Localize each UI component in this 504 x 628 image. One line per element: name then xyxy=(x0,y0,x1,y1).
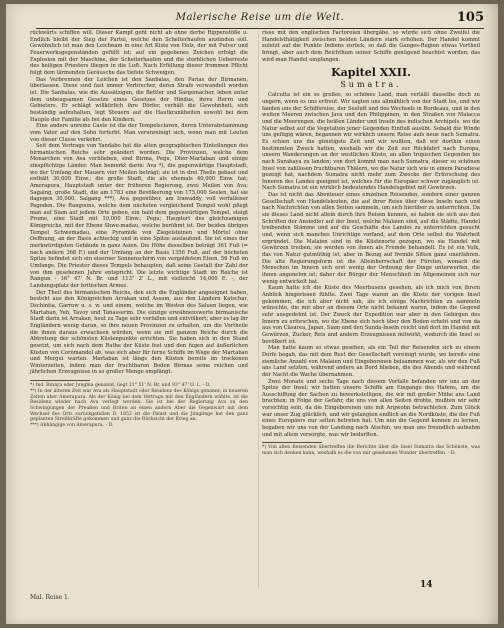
right-footnote-1: *) Von allen Reisenden übertreffen die Berichte über die Insel Sumatra das Schönste, was man sich denken kann, weshalb es die von mir gesehenen Wunder übertreffen. - D. xyxy=(262,445,480,457)
left-paragraph-5: Der Theil des birmanischen Reichs, den sich die Engländer angeeignet haben, besteht aus den Königreichen Arrakan und Assam, aus den Ländern Katschar, Dschintia, Garrow u. s. w. und einem, welche im Westen des Saluen liegen, wie Martaban, Yeh, Tavoy und Tanasserim. Die einzige erwähnenswerte birmanische Stadt darin ist Arrakan, heut zu Tage sehr verfallen und entvölkert; aber es lag ihr Engländern wenig daran, so ihre neuen Provinzen zu erhalten, um die Vortheile die ihnen daraus erwachsen würden, wenn sie mit ganzem Reiche durch die Abtretung der schönsten Küstenpunkte errichten. Sie haben sich in den Stand gesetzt, um sich nach dem Rathe der Küste fest und den fugen auf äußerlichen Küsten von Coromandel ab, was sich aber für ferne Schiffe im Wege der Martaban und Mergui warten. Martaban ist längs den Küsten bereits im trockenen Winterzeiten, indem man der fruchtbaren Boden Birmas seine reichen und jährlichen Erzeugnisse in so großer Menge empfängt. xyxy=(30,289,248,376)
left-footnote-2: **) In der älteren Zeit war Ava als Hauptstadt oder Residenz des Königs genannt; in neueren Zeiten aber Amerapura. Als der König bei dem Vertrage mit den Engländern wählte, ist die Residenz wieder nach Ava verlegt worden. Sie ist bei der Regierung Ava zu den Schwingungen der Preußen und Briten an einen andern Aber die Gegenwart mit dem Wechsel des Orts zurückgefallen D. 1852 ist die Palast und die Jünglinge hat den ganz geplanten Streitkräfte gekommen und ganz die Rücksicht der Krieg an. xyxy=(30,388,248,423)
right-paragraph-3: Kaum hatte ich die Küste des Meerbusens gesehen, als ich mich von ihrem Anblick hingerissen fühlte. Zwei Tage waren an die Küste der vorigen Insel gekommen, die ich aber nicht sah, als ich einige Nachrichten zu sammeln wünschte, die mir aber an diesem Orte nicht bekannt waren, indem die Gegend sehr ausgedehnt ist. Der Zweck der Expedition war aber in den Gebirgen des Innern zu erforschen, wo die Ebene sich hoch über den Boden erhebt und von da aus von Cäsarea, Japan, Siam und den Sunda-Inseln reicht und dort im Handel mit Gewürzen, Zucker, Reis und andern Erzeugnissen mitwirkt, wodurch die Insel so bevölkert ist. xyxy=(262,285,480,345)
right-paragraph-1: Calcutta ist ein so großes, so schönes Land, man verläßt dasselbe doch zu ungern, wenn es uns erfreut. Wir sagten uns allmählich von der Stadt los, und wir fanden uns der Schiffsreise, der Seeluft und des Wechsels in Bordeaux, und in den weiten Meeren zwischen Java und den Philippinen, in den Straßen von Malacca und die Meerengen, die heißen Länder und Inseln des indischen Archipels, wo die Natur selbst auf die Vegetation jener Gegenden Einfluß ausübt. Sobald die Winde uns gefügig wären, begannen wir wirklich unsere Reise aufs neue nach Sumatra. Es schien uns die günstigste Zeit und wir wußten, daß wir dorthin einen bestimmten Zweck hatten, weshalb wir die Zeit zur Rückfahrt nach Europa, unsern Wanderungen an der westlichen Küste, an allen tropischen Gegenden bis nach Surabaya zu landen; von dort kommt man nach Sumatra, dieser so schönen Insel von zahllosen fruchtbaren Thälern, wo die Natur sich wie in einem Paradiese gezeigt hat, nachdem Sumatra nicht mehr zum Zwecke der Erforschung des Inneren des Landes geeignet ist, welches für die Europäer schwer zugänglich ist. Nach Sumatra ist ein wirklich bedeutendes Handelsgebiet mit Gewürzen. xyxy=(262,92,480,192)
chapter-subheading: Sumatra. xyxy=(340,80,402,90)
page-number: 105 xyxy=(456,10,484,25)
left-column xyxy=(30,30,248,429)
left-paragraph-2: Das Verbrennen der Leichen ist den Sanbalas, den Parias der Birmanen, überlassen. Diese sind fast immer Verbrecher, deren Strafe verwandelt worden ist. Die Sanbalas, wie die Aussätzigen, die Bettler und Sargemacher, leben unter dem unbeugsamen Gesetze eines Gesetzes der Hindus, ihres Herrn und Gebieters. Er schlägt willkürlich ihre Dörfer, verhält die Gewohnheit, sich beständig aufzuhalten, legt Steuern auf die Hautkrankheiten sowohl bei dem Haupte der Familie als bei den Kindern. xyxy=(30,76,248,123)
running-title: Malerische Reise um die Welt. xyxy=(175,12,345,23)
left-paragraph-3: Eine andere unreine Caste ist die der Tempelsclaven, deren Unterabstammung vom Vater auf den Sohn forterbt. Man verunreinigt sich, wenn man mit Leuten von dieser Classe verkehrt. xyxy=(30,123,248,143)
right-paragraph-5: Zwei Monate und sechs Tage nach diesem Vorfalle befanden wir uns an der Spitze der Insel; wir hatten unsere Schiffe am Eingange des Hafens, um die Ausschiffung der Sachen zu bewerkstelligen, die wir mit großer Mühe ans Land brachten; in Folge der Gefahr, die uns von allen Seiten drohte, mußten wir sehr vorsichtig sein, da die Eingeborenen uns mit Argwohn betrachteten. Zum Glück war unser Zug glücklich, und wir gelangten endlich an die Nordküste, die der Fuß eines Europäers nur selten betreten hat. Um nun die Gegend kennen zu lernen, begaben wir uns von der Landung nach Atschin, wo man uns freundlich aufnahm und mit allem versorgte, was wir bedurften. xyxy=(262,378,480,438)
right-column xyxy=(262,30,480,457)
right-paragraph-2: Das ist nicht das Abenteuer eines einzelnen Reisenden, sondern einer ganzen Gesellschaft von Handelsleuten, die auf ihrer Reise über diese Inseln nach und nach Nachrichten von allen Seiten sammeln, um sich hierüber zu unterrichten. Da sie dieses Land nicht allein durch ihre Reisen kennen, so haben sie sich aus den Schriften der Ansiedler auf der Insel, welche Malaien sind, auf die Städte, Handel treibenden Stämme und auf die Geschäfte des Landes zu unterrichten gesucht und, wenn sich manches Unrichtige vorfand, auf dem Orte selbst die Wahrheit ergründet. Die Malaien sind in die Küstenorte gezogen, wo sie Handel mit Gewürzen treiben; sie werden von ihnen als Fremde behandelt. Es ist ein Volk, das von Natur gutmüthig ist, aber in Bezug auf fremde Sitten ganz unerfahren. Die alte Regierungsform ist die Alleinherrschaft der Fürsten, wonach die Menschen im Innern sich erst wenig der Ordnung der Dinge unterwerfen, die ihnen angenehm ist; daher der Bürger der Menschheit im Allgemeinen sich nur wenig entwickelt hat. xyxy=(262,192,480,285)
footnote-rule xyxy=(30,380,90,381)
column-gutter xyxy=(258,34,259,589)
right-intro: risse mit den englischen Factoreien übergäbe, so würde sich ohne Zweifel die Handelsthätigkeit zwischen beiden Ländern stark erhöhen. Der Handel kommt zuletzt auf die Punkte Indiens zurück, so daß die Ganges-Region etwas Vortheil bringt, aber auch dem Reichthum seiner Schiffe genügend beachtet worden; das wird man Handel empfangen. xyxy=(262,30,480,63)
running-header xyxy=(36,12,484,29)
chapter-heading: Kapitel XXII. xyxy=(331,66,411,80)
left-footnote-1: *) Ind. Rinaya oder Jungma genannt, liegt 21° 51' N. Br. und 93° 47' O. L. - D. xyxy=(30,383,211,389)
left-footnote-3: ***) Abhängige von Amerapura. - D. xyxy=(30,423,114,429)
left-paragraph-4: Seit dem Vertrage von Yandabo hat die alten geographischen Einteilungen des birmanischen Reichs sehr geändert worden. Die Provinzen, welche dem Monarchen von Ava verblieben, sind Birma, Pegu, Dher-Martaban und einige zinspflichtige Länder. Man bemerkt darin: Ava *), die gegenwärtige Hauptstadt, wo der Umfang der Mauern vier Meilen beträgt; sie ist in drei Theile gebaut und enthält 30,000 Einw.; die große Stadt, die als ehemals 40,000 Einw. hat; Amerapura, Hauptstadt unter der früheren Regierung, zwei Meilen von Ava; Sagaing, große Stadt, die am 1783 eine Bevölkerung von 175,000 Seelen, hat sie dagegen 30,000. Salgang ***), Ava gegenüber, am Irawaddy, voll verfallener Pagoden. Die Rangoons, welche dem nächsten vergleichend Tempel wohl pflegt man auf Siam auf jedem Orte geben, ein bald dem gegenwärtigen Tempel, steigt Prome, eine Stadt mit 10,000 Einw.; Pegu; Hauptort des gleichnamigen Königreichs, mit der Ebene Shwe-madau, welche berühmt ist. Der beiden übrigen Tempel Schwemadau, eine Pyramide von Ziegelsteinen und Mörtel ohne Oeffnung, an der Basis achteckig und in eine Spitze auslaufend. Sie ist eines der merkwürdigsten Gebäude in ganz Asien. Die Höhe desselben beträgt 361 Fuß (= nach andern 368 F.) und der Umfang an der Basis 1356 Fuß, auf der höchsten Spitze befindet sich ein eiserner Sonnenschirm von vergoldetem Eisen, 56 Fuß im Umfange. Die Priester dieses Tempels behaupten, daß seine Gestalt der Zahl der von ihm gesehenen Jahre entspricht. Die letzte wichtige Stadt im Reiche ist Rangun - 16° 47' N. Br. und 113° 2' L., mit vielleicht 14,000 E. -, der Landungsplatz der britischen Armee. xyxy=(30,143,248,289)
signature-line: Mal. Reise 1. xyxy=(30,594,70,601)
footnote-rule xyxy=(262,442,322,443)
right-paragraph-4: Man hatte kaum so etwas gesehen, als ein Teil der Reisenden sich zu einem Dorfe begab, das mit dem Rest der Gesellschaft vereinigt wurde, wo bereits eine ziemliche Anzahl von Malaien und Eingeborenen beisammen war, als wir den Fuß ans Land setzten, während andere an Bord blieben, die des Abends und während der Nacht die Wache übernahmen. xyxy=(262,345,480,378)
signature-mark: 14 xyxy=(420,580,433,590)
left-paragraph-1: rückwärts schiffen will. Dieser Kampf geht nicht ab ohne derbe Rippenstöße u. Endlich bleibt der Sieg der Partei, welche den Schelterhaufen anzünden soll. Gewöhnlich ist man den Leichnam in eine Art Kiste von Holz, der mit Pulver und Feuerwerksgegenständen gefüllt ist; auf ein gegebenes Zeichen erfolgt die Explosion mit der Maschine, der Scheiterhaufen und die sterblichen Ueberreste des heiligen Priesters fliegen in die Luft. Nach Erfüllung dieser frommen Pflicht folgt dem lärmenden Geräusche das tiefste Schweigen. xyxy=(30,30,248,76)
